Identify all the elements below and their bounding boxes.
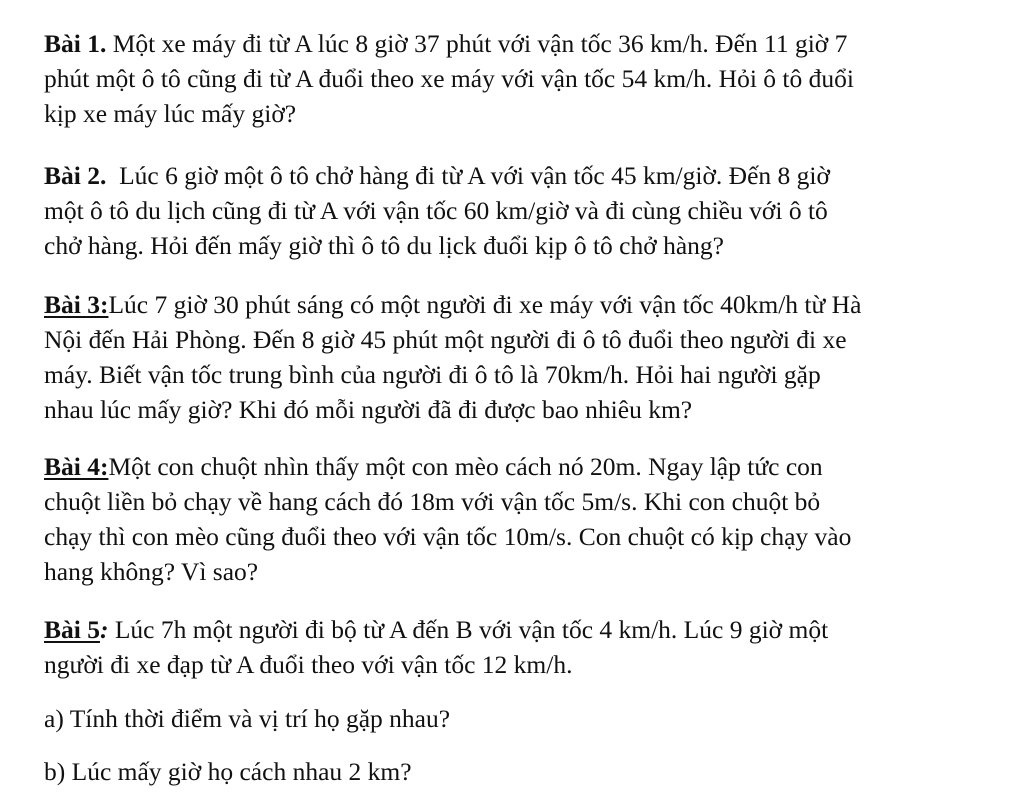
problem-3-text-1: Lúc 7 giờ 30 phút sáng có một người đi xe máy với vận tốc 40km/h từ Hà [108, 290, 862, 319]
problem-2-text-1: Lúc 6 giờ một ô tô chở hàng đi từ A với vận tốc 45 km/giờ. Đến 8 giờ [106, 161, 830, 190]
problem-2-text-2: một ô tô du lịch cũng đi từ A với vận tốc 60 km/giờ và đi cùng chiều với ô tô [44, 196, 828, 225]
problem-5-part-a [44, 701, 994, 736]
problem-1-label: Bài 1. [44, 29, 107, 58]
problem-5-line-1 [44, 612, 994, 647]
problem-2-label: Bài 2. [44, 161, 107, 190]
problem-4-label: Bài 4: [44, 452, 109, 481]
problem-2 [44, 158, 994, 263]
problem-5-part-a-text: a) Tính thời điểm và vị trí họ gặp nhau? [44, 704, 451, 733]
problem-1-line-1 [44, 26, 994, 61]
problem-5-colon: : [99, 615, 109, 644]
problem-5-text-1: Lúc 7h một người đi bộ từ A đến B với vận tốc 4 km/h. Lúc 9 giờ một [108, 615, 829, 644]
problem-5-label: Bài 5 [44, 615, 100, 644]
problem-1-text-2: phút một ô tô cũng đi từ A đuổi theo xe máy với vận tốc 54 km/h. Hỏi ô tô đuổi [44, 64, 854, 93]
problem-1-text-1: Một xe máy đi từ A lúc 8 giờ 37 phút với vận tốc 36 km/h. Đến 11 giờ 7 [106, 29, 848, 58]
problem-3-line-1 [44, 287, 994, 322]
problem-5-part-b [44, 754, 994, 789]
problem-3-text-4: nhau lúc mấy giờ? Khi đó mỗi người đã đi được bao nhiêu km? [44, 395, 693, 424]
problem-4-line-1 [44, 449, 994, 484]
problem-1-text-3: kịp xe máy lúc mấy giờ? [44, 99, 297, 128]
problem-3-label: Bài 3: [44, 290, 109, 319]
problem-3-text-3: máy. Biết vận tốc trung bình của người đi ô tô là 70km/h. Hỏi hai người gặp [44, 360, 821, 389]
problem-4-text-4: hang không? Vì sao? [44, 557, 259, 586]
problem-4-text-3: chạy thì con mèo cũng đuổi theo với vận tốc 10m/s. Con chuột có kịp chạy vào [44, 522, 852, 551]
problem-2-line-1 [44, 158, 994, 193]
problem-4 [44, 449, 994, 589]
problem-4-text-1: Một con chuột nhìn thấy một con mèo cách nó 20m. Ngay lập tức con [108, 452, 823, 481]
problem-2-text-3: chở hàng. Hỏi đến mấy giờ thì ô tô du lịck đuổi kịp ô tô chở hàng? [44, 231, 724, 260]
problem-3 [44, 287, 994, 427]
problem-5 [44, 612, 994, 682]
problem-1 [44, 26, 994, 131]
problem-5-part-b-text: b) Lúc mấy giờ họ cách nhau 2 km? [44, 757, 412, 786]
problem-3-text-2: Nội đến Hải Phòng. Đến 8 giờ 45 phút một người đi ô tô đuổi theo người đi xe [44, 325, 847, 354]
problem-5-text-2: người đi xe đạp từ A đuổi theo với vận tốc 12 km/h. [44, 650, 573, 679]
problem-4-text-2: chuột liền bỏ chạy về hang cách đó 18m với vận tốc 5m/s. Khi con chuột bỏ [44, 487, 821, 516]
